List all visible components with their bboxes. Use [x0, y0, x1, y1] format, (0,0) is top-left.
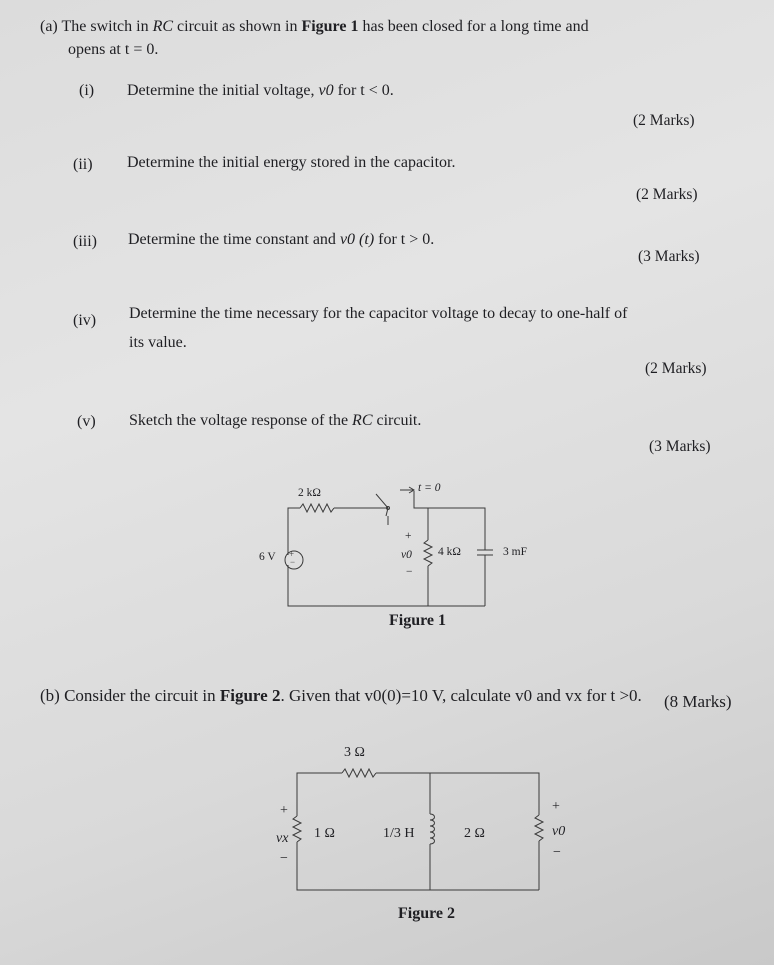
resistor-1-zigzag	[293, 816, 301, 842]
q-text-part: Determine the initial voltage,	[127, 82, 319, 99]
intro-text: has been closed for a long time and	[358, 18, 589, 35]
vx-minus: −	[280, 851, 288, 866]
wire	[288, 508, 300, 555]
resistor-4k-zigzag	[424, 540, 432, 566]
source-minus: −	[290, 557, 296, 567]
resistor-2k-zigzag	[300, 504, 334, 512]
question-number: (ii)	[73, 156, 93, 173]
marks: (3 Marks)	[649, 438, 711, 455]
resistor-3-zigzag	[342, 769, 376, 777]
figure1-caption: Figure 1	[389, 612, 447, 629]
question-text-line1: Determine the time necessary for the capacitor voltage to decay to one-half of	[129, 305, 628, 322]
inductor-coil	[430, 814, 435, 844]
resistor-2-zigzag	[535, 815, 543, 841]
vx-label: vx	[276, 831, 289, 846]
q-text-part: for t > 0.	[374, 231, 435, 248]
q-text-part: for t < 0.	[333, 82, 394, 99]
resistor-4k-label: 4 kΩ	[438, 546, 461, 558]
resistor-2k-label: 2 kΩ	[298, 487, 321, 499]
q-var: RC	[352, 412, 373, 429]
resistor-1-label: 1 Ω	[314, 826, 335, 841]
switch-time-label: t = 0	[418, 482, 441, 494]
question-number: (iii)	[73, 233, 97, 250]
q-text-part: Determine the time constant and	[128, 231, 340, 248]
v0-plus: +	[405, 530, 412, 542]
q-text-part: Sketch the voltage response of the	[129, 412, 353, 429]
part-b-text-part: (b) Consider the circuit in	[40, 686, 220, 705]
intro-rc: RC	[152, 18, 174, 35]
wire	[297, 842, 539, 890]
capacitor-label: 3 mF	[503, 546, 527, 558]
marks: (8 Marks)	[664, 692, 732, 711]
source-plus: +	[289, 549, 295, 559]
wire	[376, 773, 539, 815]
part-b-text-part: . Given that v0(0)=10 V, calculate v0 and vx for t >0.	[280, 686, 642, 705]
question-number: (i)	[79, 82, 95, 99]
wire	[414, 491, 485, 540]
q-var: v0 (t)	[339, 231, 375, 248]
vx-plus: +	[280, 803, 288, 818]
question-number: (v)	[77, 413, 96, 430]
resistor-2-label: 2 Ω	[464, 826, 485, 841]
v0-plus: +	[552, 799, 560, 814]
marks: (2 Marks)	[645, 360, 707, 377]
question-number: (iv)	[73, 312, 97, 329]
v0-minus: −	[406, 566, 413, 578]
inductor-label: 1/3 H	[383, 826, 415, 841]
question-text-line2: its value.	[129, 334, 187, 351]
switch-blade	[376, 494, 388, 508]
marks: (2 Marks)	[636, 186, 698, 203]
part-b-figure-ref: Figure 2	[219, 686, 281, 705]
part-a-intro-line2: opens at t = 0.	[68, 41, 159, 58]
v0-label: v0	[552, 824, 566, 839]
marks: (2 Marks)	[633, 112, 695, 129]
source-voltage-label: 6 V	[259, 551, 276, 563]
q-text-part: circuit.	[372, 412, 422, 429]
v0-label: v0	[401, 549, 412, 561]
intro-text: circuit as shown in	[173, 18, 302, 35]
intro-text: (a) The switch in	[40, 18, 153, 35]
part-b-text	[40, 686, 642, 706]
resistor-3-label: 3 Ω	[344, 745, 365, 760]
question-text: Determine the initial energy stored in the capacitor.	[127, 154, 456, 171]
v0-minus: −	[553, 845, 561, 860]
wire	[288, 565, 485, 606]
wire	[297, 773, 342, 816]
intro-figure-ref: Figure 1	[301, 18, 359, 35]
figure2-caption: Figure 2	[398, 905, 456, 922]
marks: (3 Marks)	[638, 248, 700, 265]
q-var: v0	[318, 82, 334, 99]
